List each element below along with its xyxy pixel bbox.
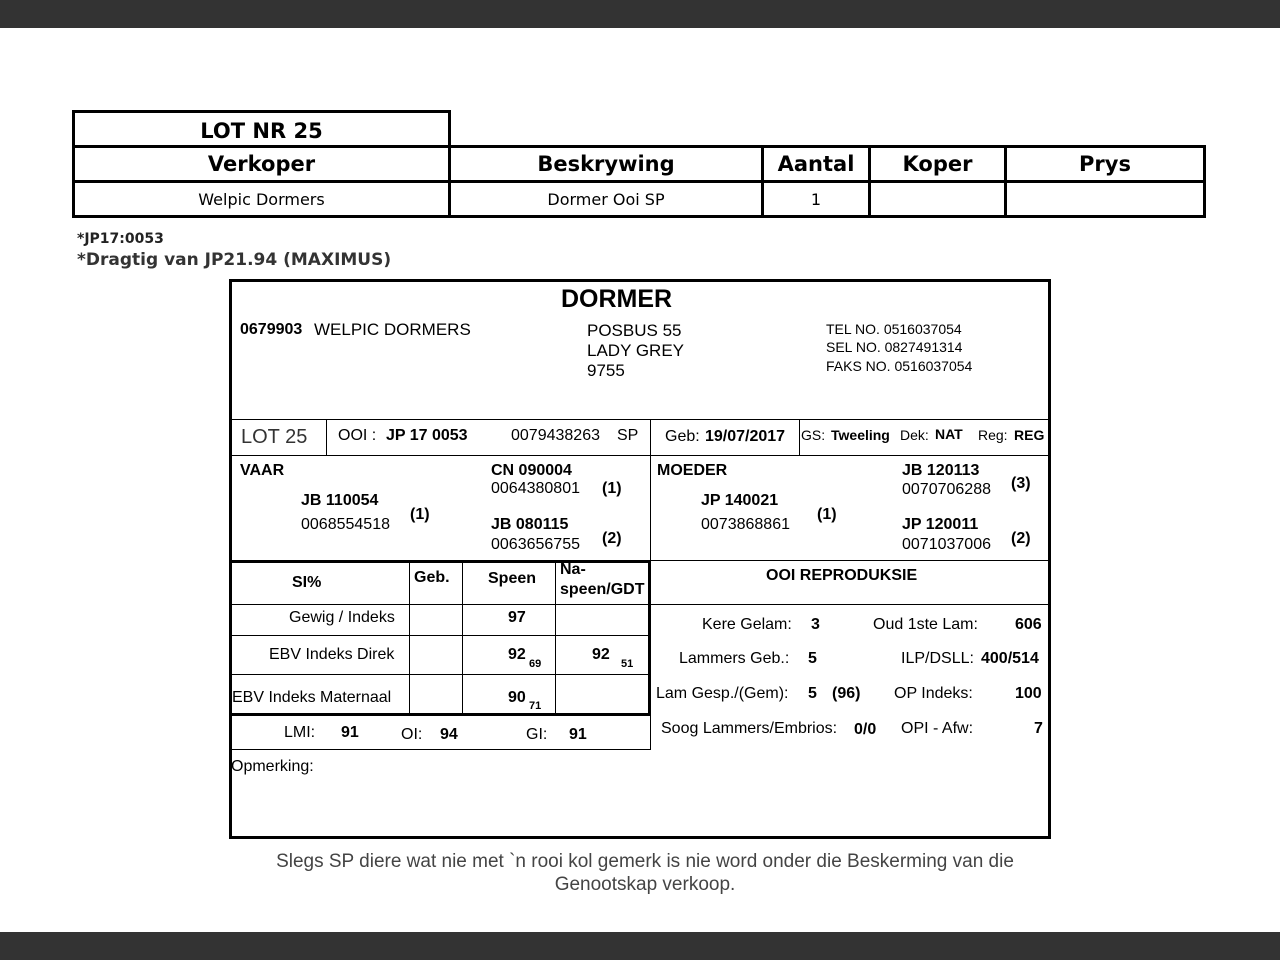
gi-label: GI:: [526, 726, 548, 743]
moeder-label: MOEDER: [657, 462, 728, 479]
header-koper: Koper: [868, 145, 1007, 183]
geb-date: 19/07/2017: [705, 428, 786, 445]
sale-table: [72, 110, 1206, 218]
vaar-note: (1): [410, 506, 430, 523]
opi-label: OPI - Afw:: [901, 720, 974, 737]
si-row-label: EBV Indeks Maternaal: [232, 689, 392, 706]
repro-title: OOI REPRODUKSIE: [766, 567, 918, 584]
moeder-sire-id: JB 120113: [902, 462, 980, 479]
ooi-reg-number: 0079438263: [511, 427, 600, 444]
address-line-1: POSBUS 55: [587, 321, 682, 340]
value-verkoper: Welpic Dormers: [72, 180, 451, 218]
si-accuracy: 51: [621, 658, 634, 670]
breed-title: DORMER: [561, 285, 673, 313]
moeder-reg: 0073868861: [701, 516, 790, 533]
ooi-label: OOI :: [338, 427, 377, 444]
vaar-dam-reg: 0063656755: [491, 536, 580, 553]
footer-disclaimer: Slegs SP diere wat nie met `n rooi kol gemerk is nie word onder die Beskerming van die Genootskap verkoop.: [276, 851, 1014, 895]
value-koper: [868, 180, 1007, 218]
dek-value: NAT: [935, 426, 963, 442]
si-row-label: Gewig / Indeks: [289, 609, 395, 626]
tel-number: TEL NO. 0516037054: [826, 321, 962, 337]
moeder-dam-note: (2): [1011, 530, 1031, 547]
si-row-label: EBV Indeks Direk: [269, 646, 395, 663]
lammers-label: Lammers Geb.:: [679, 650, 790, 667]
faks-number: FAKS NO. 0516037054: [826, 358, 973, 374]
oud-label: Oud 1ste Lam:: [873, 616, 978, 633]
ilp-value: 400/514: [981, 650, 1039, 667]
value-beskrywing: Dormer Ooi SP: [448, 180, 764, 218]
gs-label: GS:: [801, 427, 826, 443]
moeder-dam-id: JP 120011: [902, 516, 979, 533]
vaar-sire-reg: 0064380801: [491, 480, 580, 497]
si-value: 90: [508, 689, 526, 706]
vaar-dam-note: (2): [602, 530, 622, 547]
top-bar: [0, 0, 1280, 28]
notes: [77, 230, 391, 272]
address-line-3: 9755: [587, 361, 625, 380]
geb-label: Geb:: [665, 428, 700, 445]
sel-number: SEL NO. 0827491314: [826, 339, 963, 355]
moeder-sire-reg: 0070706288: [902, 481, 991, 498]
address-line-2: LADY GREY: [587, 341, 685, 360]
bottom-bar: [0, 932, 1280, 960]
gesp-value: 5: [808, 685, 817, 702]
value-prys: [1004, 180, 1206, 218]
vaar-dam-id: JB 080115: [491, 516, 569, 533]
reg-value: REG: [1014, 427, 1045, 443]
vaar-sire-id: CN 090004: [491, 462, 572, 479]
si-value: 92: [508, 646, 526, 663]
si-header: SI%: [292, 574, 322, 591]
ilp-label: ILP/DSLL:: [901, 650, 974, 667]
ooi-status: SP: [617, 427, 639, 444]
moeder-note: (1): [817, 506, 837, 523]
si-accuracy: 71: [529, 700, 542, 712]
lot-number: LOT NR 25: [72, 110, 451, 148]
vaar-sire-note: (1): [602, 480, 622, 497]
value-aantal: 1: [761, 180, 871, 218]
lmi-label: LMI:: [284, 724, 316, 741]
si-value: 97: [508, 609, 526, 626]
card-lot: LOT 25: [241, 426, 308, 448]
vaar-reg: 0068554518: [301, 516, 390, 533]
si-col-geb: Geb.: [414, 569, 450, 586]
lmi-value: 91: [341, 724, 359, 741]
vaar-id: JB 110054: [301, 492, 379, 509]
lammers-value: 5: [808, 650, 817, 667]
breeder-number: 0679903: [240, 321, 303, 338]
moeder-dam-reg: 0071037006: [902, 536, 991, 553]
header-verkoper: Verkoper: [72, 145, 451, 183]
si-col-naspeen-1: Na-: [560, 561, 586, 578]
si-col-speen: Speen: [488, 570, 537, 587]
si-accuracy: 69: [529, 658, 542, 670]
gem-value: (96): [832, 685, 861, 702]
breeder-name: WELPIC DORMERS: [314, 320, 471, 339]
moeder-sire-note: (3): [1011, 475, 1031, 492]
ooi-id: JP 17 0053: [386, 427, 468, 444]
soog-label: Soog Lammers/Embrios:: [661, 720, 838, 737]
header-aantal: Aantal: [761, 145, 871, 183]
registration-card: [229, 279, 1051, 839]
op-label: OP Indeks:: [894, 685, 973, 702]
header-beskrywing: Beskrywing: [448, 145, 764, 183]
gi-value: 91: [569, 726, 587, 743]
reg-label: Reg:: [978, 427, 1008, 443]
header-prys: Prys: [1004, 145, 1206, 183]
op-value: 100: [1015, 685, 1042, 702]
gesp-label: Lam Gesp./(Gem):: [656, 685, 789, 702]
opi-value: 7: [1034, 720, 1043, 737]
soog-value: 0/0: [854, 721, 877, 738]
kere-value: 3: [811, 616, 820, 633]
gs-value: Tweeling: [831, 427, 890, 443]
si-value: 92: [592, 646, 610, 663]
opmerking-label: Opmerking:: [231, 758, 314, 775]
vaar-label: VAAR: [240, 462, 285, 479]
si-col-naspeen-2: speen/GDT: [560, 581, 645, 598]
dek-label: Dek:: [900, 427, 929, 443]
moeder-id: JP 140021: [701, 492, 779, 509]
kere-label: Kere Gelam:: [702, 616, 792, 633]
oi-value: 94: [440, 726, 458, 743]
oi-label: OI:: [401, 726, 423, 743]
note-id: *JP17:0053: [77, 231, 164, 247]
note-pregnancy: *Dragtig van JP21.94 (MAXIMUS): [77, 250, 392, 270]
oud-value: 606: [1015, 616, 1042, 633]
